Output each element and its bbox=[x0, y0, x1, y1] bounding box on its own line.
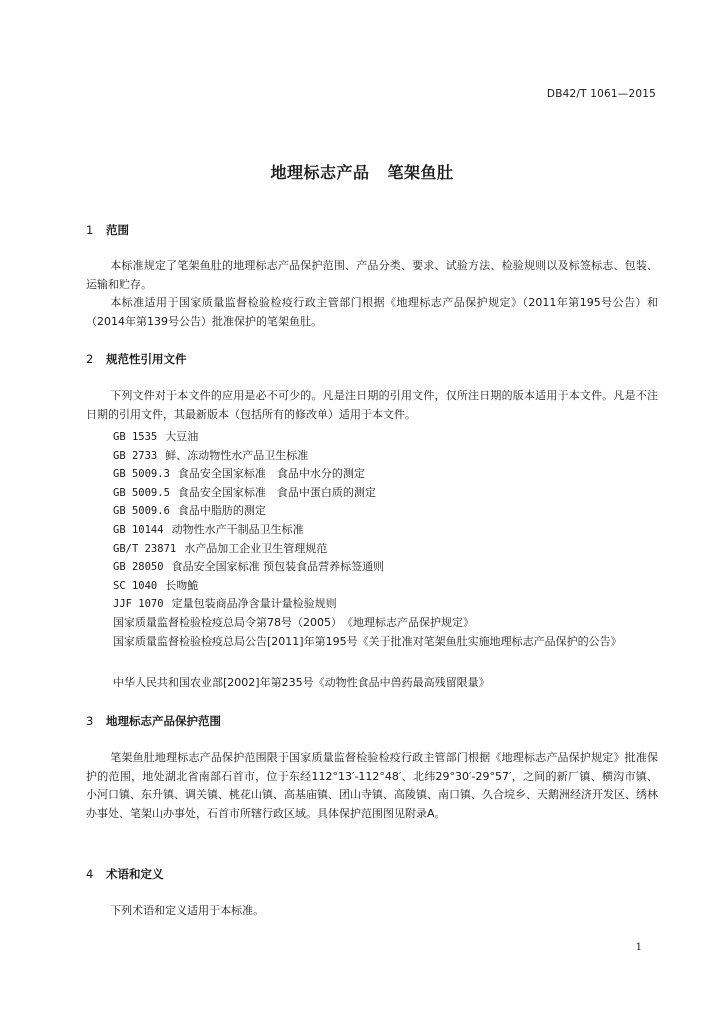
reference-code: GB/T 23871 bbox=[113, 542, 177, 555]
reference-title: 长吻鮠 bbox=[165, 578, 199, 592]
section-title: 地理标志产品保护范围 bbox=[106, 714, 221, 728]
reference-item bbox=[113, 502, 658, 521]
reference-item bbox=[113, 595, 658, 614]
reference-code: GB 2733 bbox=[113, 449, 158, 462]
reference-item bbox=[113, 577, 658, 596]
reference-item bbox=[113, 447, 658, 466]
reference-list bbox=[113, 428, 658, 633]
reference-item bbox=[113, 465, 658, 484]
reference-code: GB 5009.3 bbox=[113, 468, 170, 481]
reference-other: 中华人民共和国农业部[2002]年第235号《动物性食品中兽药最高残留限量》 bbox=[113, 676, 490, 689]
reference-item bbox=[113, 521, 658, 540]
reference-code: SC 1040 bbox=[113, 579, 158, 592]
section-4-heading bbox=[86, 866, 164, 882]
section-3-heading bbox=[86, 713, 221, 729]
section-title: 术语和定义 bbox=[106, 867, 164, 881]
reference-item bbox=[113, 614, 658, 633]
section-number: 4 bbox=[86, 867, 94, 881]
reference-title: 水产品加工企业卫生管理规范 bbox=[184, 541, 328, 555]
section-title: 规范性引用文件 bbox=[106, 352, 187, 366]
reference-item bbox=[113, 540, 658, 559]
standard-code: DB42/T 1061—2015 bbox=[546, 88, 656, 100]
section-number: 2 bbox=[86, 352, 94, 366]
title-part-1: 地理标志产品 bbox=[270, 163, 370, 182]
reference-code: GB 5009.6 bbox=[113, 505, 170, 518]
reference-code: GB 28050 bbox=[113, 561, 164, 574]
section-1-paragraph-1: 本标准规定了笔架鱼肚的地理标志产品保护范围、产品分类、要求、试验方法、检验规则以及标签标志、包装、运输和贮存。 bbox=[86, 259, 658, 291]
reference-title: 食品安全国家标准 预包装食品营养标签通则 bbox=[171, 560, 385, 574]
section-number: 1 bbox=[86, 223, 94, 237]
page-number: 1 bbox=[635, 942, 642, 953]
reference-code: GB 10144 bbox=[113, 523, 164, 536]
reference-code: GB 1535 bbox=[113, 431, 158, 443]
reference-title: 大豆油 bbox=[165, 430, 199, 443]
section-1-paragraph-2: 本标准适用于国家质量监督检验检疫行政主管部门根据《地理标志产品保护规定》（2011年第195号公告）和（2014年第139号公告）批准保护的笔架鱼肚。 bbox=[86, 296, 658, 328]
reference-list-tail bbox=[113, 674, 658, 693]
section-title: 范围 bbox=[106, 223, 129, 237]
reference-item bbox=[113, 428, 658, 447]
section-number: 3 bbox=[86, 714, 94, 728]
section-4-paragraph-1: 下列术语和定义适用于本标准。 bbox=[110, 904, 265, 917]
reference-title: 食品中脂肪的测定 bbox=[177, 504, 266, 518]
section-1-heading bbox=[86, 222, 129, 238]
reference-item bbox=[113, 484, 658, 503]
reference-title: 食品安全国家标准 食品中水分的测定 bbox=[177, 467, 365, 481]
section-3-paragraph-1: 笔架鱼肚地理标志产品保护范围限于国家质量监督检验检疫行政主管部门根据《地理标志产品保护规定》批准保护的范围，地处湖北省南部石首市，位于东经112°13′-112°48′、北纬29°30′-29°57′，之间的新厂镇、横沟市镇、小河口镇、东升镇、调关镇、桃花山镇、高基庙镇、团山寺镇、高陵镇、南口镇、久合垸乡、天鹅洲经济开发区、绣林办事处、笔架山办事处，石首市所辖行政区域。具体保护范围图见附录A。 bbox=[86, 751, 658, 820]
document-title bbox=[0, 160, 724, 183]
reference-item bbox=[113, 558, 658, 577]
reference-code: GB 5009.5 bbox=[113, 486, 170, 499]
section-2-heading bbox=[86, 351, 187, 367]
reference-other: 国家质量监督检验检疫总局公告[2011]年第195号《关于批准对笔架鱼肚实施地理标志产品保护的公告》 bbox=[113, 635, 622, 648]
reference-title: 鲜、冻动物性水产品卫生标准 bbox=[165, 448, 309, 462]
reference-title: 食品安全国家标准 食品中蛋白质的测定 bbox=[177, 485, 376, 499]
section-2-intro: 下列文件对于本文件的应用是必不可少的。凡是注日期的引用文件，仅所注日期的版本适用于本文件。凡是不注日期的引用文件，其最新版本（包括所有的修改单）适用于本文件。 bbox=[86, 389, 658, 421]
reference-title: 动物性水产干制品卫生标准 bbox=[171, 522, 304, 536]
reference-code: JJF 1070 bbox=[113, 598, 164, 611]
reference-other: 国家质量监督检验检疫总局令第78号（2005） 《地理标志产品保护规定》 bbox=[113, 615, 474, 629]
title-part-2: 笔架鱼肚 bbox=[387, 163, 454, 182]
reference-title: 定量包装商品净含量计量检验规则 bbox=[171, 597, 337, 611]
reference-item bbox=[113, 674, 658, 693]
